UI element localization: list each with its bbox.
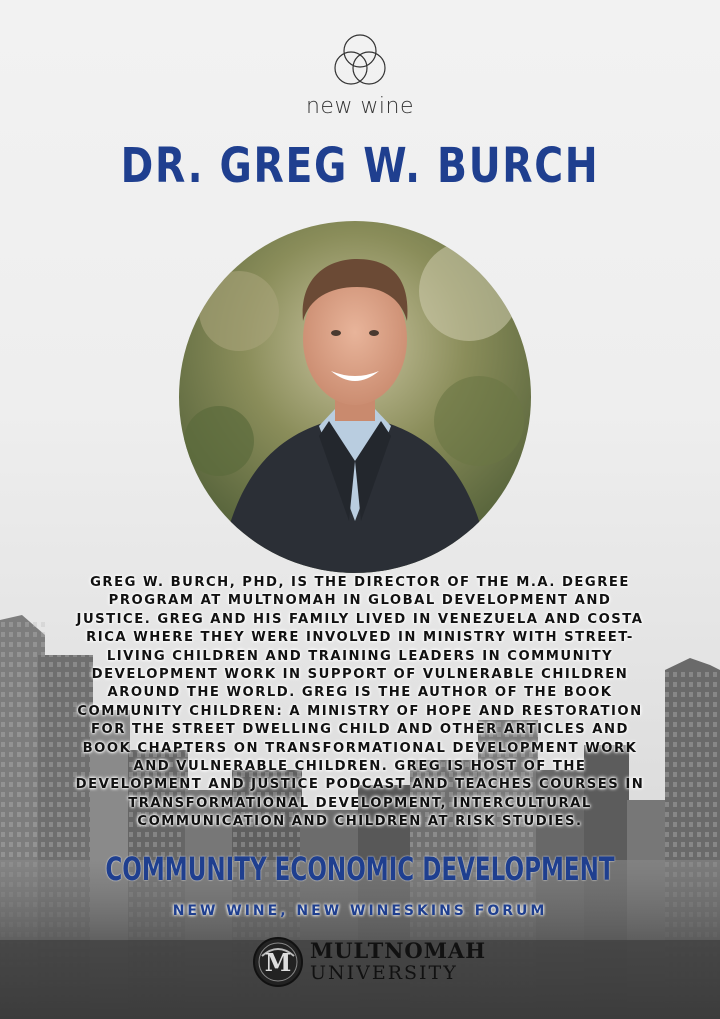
seal-letter: M: [264, 948, 292, 977]
event-title: COMMUNITY ECONOMIC DEVELOPMENT: [105, 850, 615, 888]
university-name-line2: UNIVERSITY: [310, 962, 458, 984]
new-wine-logo: [300, 32, 420, 120]
speaker-name: DR. GREG W. BURCH: [120, 138, 600, 194]
new-wine-circles-icon: [330, 32, 390, 94]
event-subtitle: NEW WINE, NEW WINESKINS FORUM: [172, 903, 548, 919]
new-wine-logo-text: new wine: [305, 94, 415, 119]
speaker-bio: GREG W. BURCH, PHD, IS THE DIRECTOR OF THE M.A. DEGREE PROGRAM AT MULTNOMAH IN GLOBAL DEVELOPMENT AND JUSTICE. GREG AND HIS FAMILY LIVED IN VENEZUELA AND COSTA RICA WHERE THEY WERE INVOLVED IN MINISTRY WITH STREET-LIVING CHILDREN AND TRAINING LEADERS IN COMMUNITY DEVELOPMENT WORK IN SUPPORT OF VULNERABLE CHILDREN AROUND THE WORLD. GREG IS THE AUTHOR OF THE BOOK COMMUNITY CHILDREN: A MINISTRY OF HOPE AND RESTORATION FOR THE STREET DWELLING CHILD AND OTHER ARTICLES AND BOOK CHAPTERS ON TRANSFORMATIONAL DEVELOPMENT WORK AND VULNERABLE CHILDREN. GREG IS HOST OF THE DEVELOPMENT AND JUSTICE PODCAST AND TEACHES COURSES IN TRANSFORMATIONAL DEVELOPMENT, INTERCULTURAL COMMUNICATION AND CHILDREN AT RISK STUDIES.: [75, 575, 645, 830]
speaker-portrait: [179, 221, 531, 573]
multnomah-seal-icon: [252, 936, 304, 988]
multnomah-university-logo: [252, 936, 487, 988]
university-name-line1: MULTNOMAH: [310, 938, 487, 963]
